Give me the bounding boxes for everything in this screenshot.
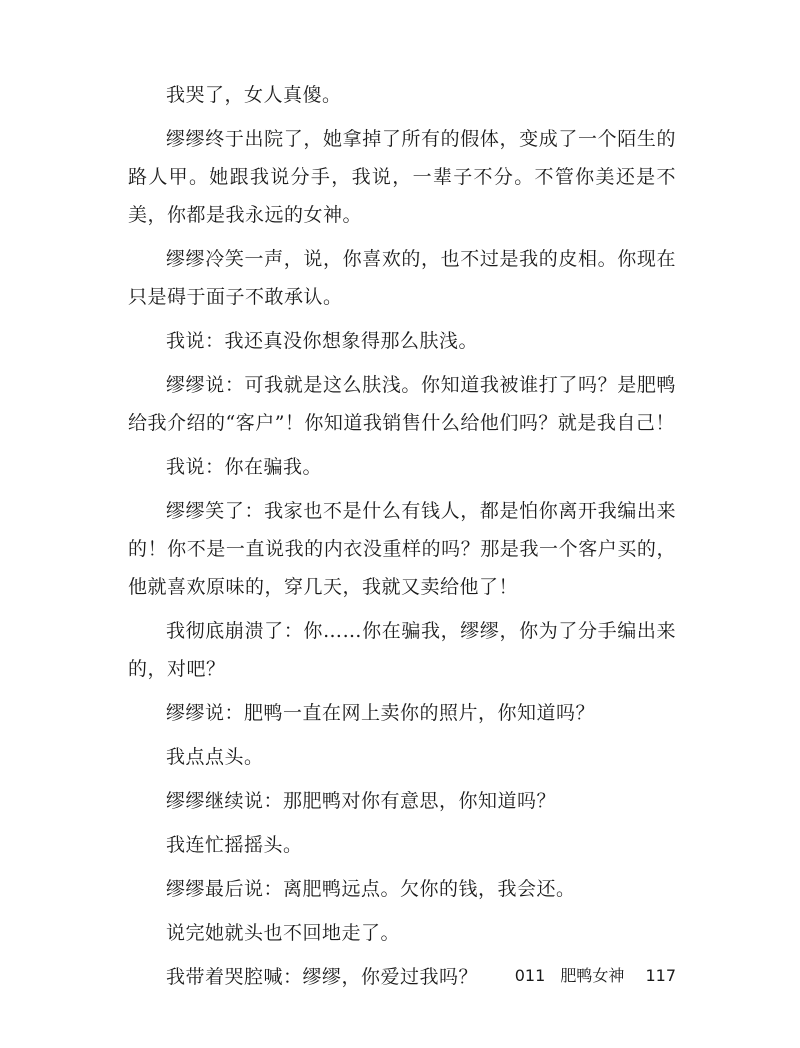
paragraph: 我说：我还真没你想象得那么肤浅。 <box>166 330 479 352</box>
paragraph: 我点点头。 <box>166 746 264 768</box>
page-number: 117 <box>645 966 676 985</box>
chapter-title: 肥鸭女神 <box>560 966 625 985</box>
paragraph: 我说：你在骗我。 <box>166 456 323 478</box>
paragraph: 说完她就头也不回地走了。 <box>166 922 401 944</box>
page-footer <box>500 964 676 988</box>
paragraph: 缪缪说：肥鸭一直在网上卖你的照片，你知道吗？ <box>166 702 596 724</box>
paragraph: 缪缪最后说：离肥鸭远点。欠你的钱，我会还。 <box>166 878 576 900</box>
paragraph: 缪缪继续说：那肥鸭对你有意思，你知道吗？ <box>166 790 557 812</box>
paragraph: 缪缪终于出院了，她拿掉了所有的假体，变成了一个陌生的路人甲。她跟我说分手，我说，一辈子不分。不管你美还是不美，你都是我永远的女神。 <box>128 128 676 226</box>
paragraph: 缪缪说：可我就是这么肤浅。你知道我被谁打了吗？是肥鸭给我介绍的“客户”！你知道我销售什么给他们吗？就是我自己！ <box>128 374 676 434</box>
paragraph: 我带着哭腔喊：缪缪，你爱过我吗？ <box>166 966 479 988</box>
paragraph: 我彻底崩溃了：你……你在骗我，缪缪，你为了分手编出来的，对吧？ <box>128 620 676 680</box>
paragraph: 缪缪冷笑一声，说，你喜欢的，也不过是我的皮相。你现在只是碍于面子不敢承认。 <box>128 248 676 308</box>
paragraph: 我哭了，女人真傻。 <box>166 84 342 106</box>
chapter-number: 011 <box>514 966 546 985</box>
paragraph: 我连忙摇摇头。 <box>166 834 303 856</box>
body-text <box>128 76 676 1002</box>
paragraph: 缪缪笑了：我家也不是什么有钱人，都是怕你离开我编出来的！你不是一直说我的内衣没重样的吗？那是我一个客户买的，他就喜欢原味的，穿几天，我就又卖给他了！ <box>128 500 676 598</box>
